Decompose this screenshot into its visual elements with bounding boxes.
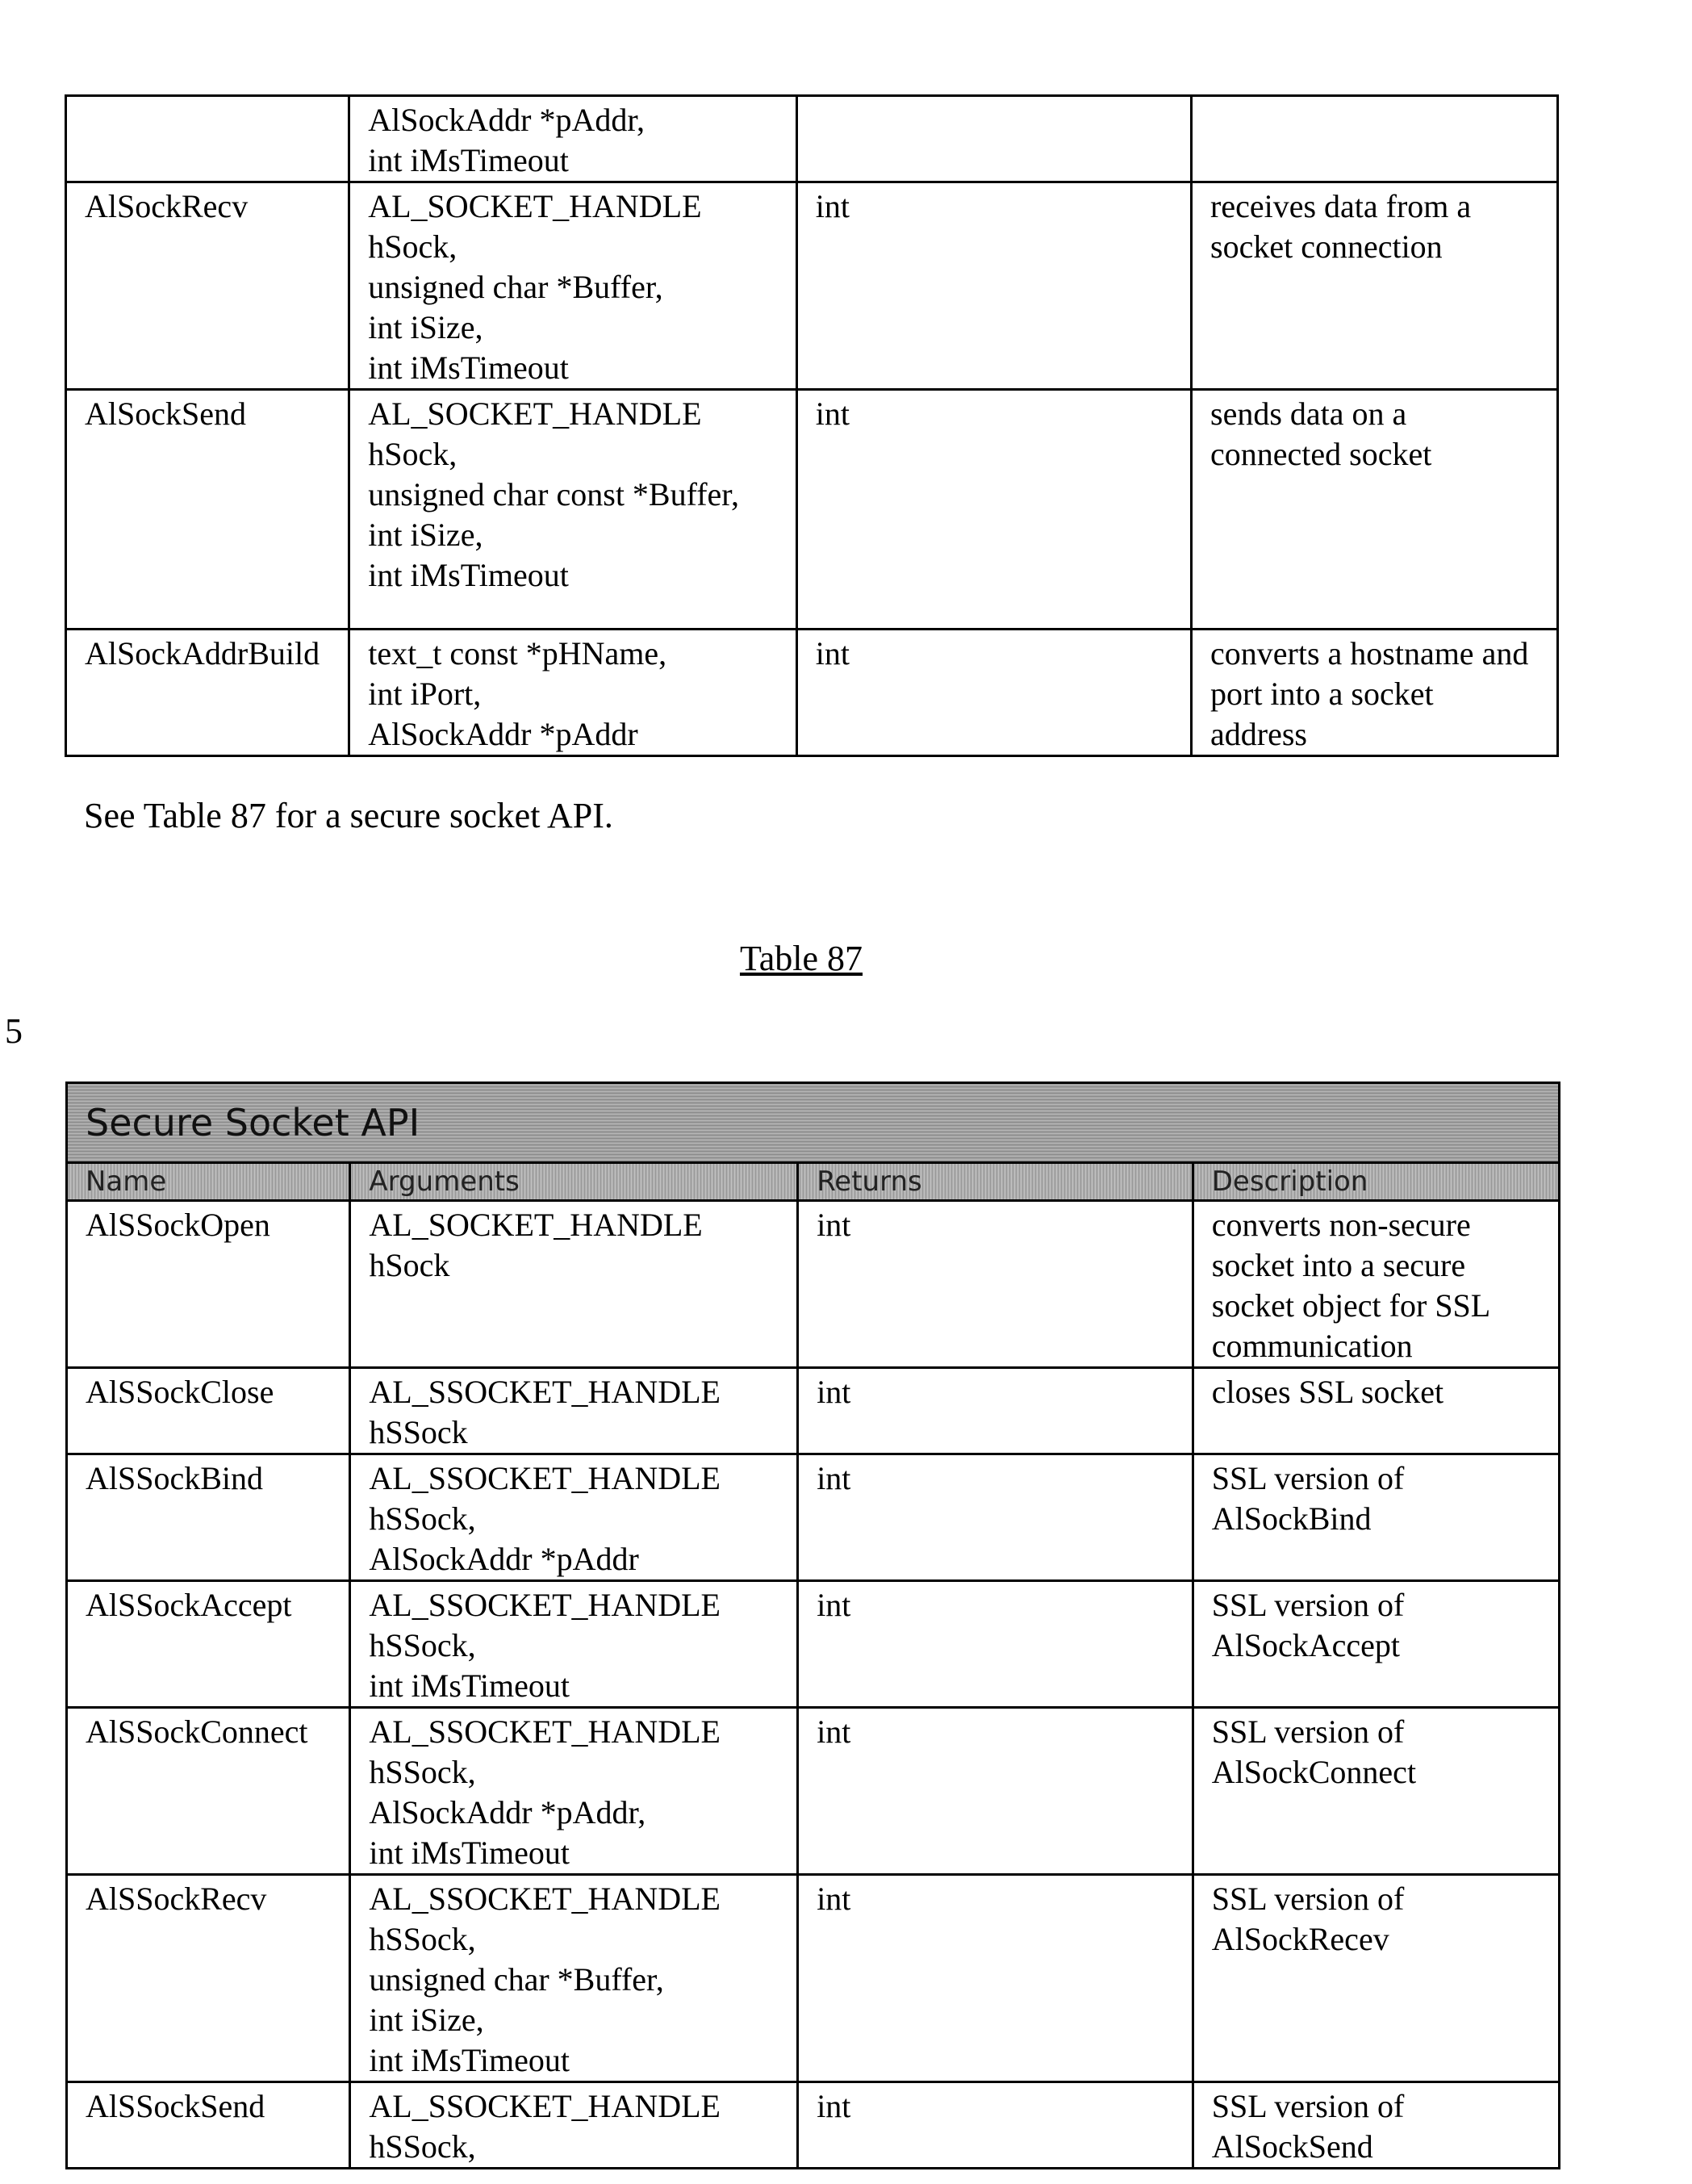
header-arguments: Arguments xyxy=(350,1163,798,1201)
table-row xyxy=(67,1708,1560,1875)
cell-name: AlSSockAccept xyxy=(67,1581,350,1708)
table-row xyxy=(67,1368,1560,1454)
cell-description: closes SSL socket xyxy=(1193,1368,1559,1454)
table-title: Secure Socket API xyxy=(67,1083,1560,1163)
cell-arguments: AL_SOCKET_HANDLE hSock, unsigned char *Buffer, int iSize, int iMsTimeout xyxy=(349,182,796,390)
cell-arguments: AL_SSOCKET_HANDLE hSSock, AlSockAddr *pAddr xyxy=(350,1454,798,1581)
cell-name: AlSSockRecv xyxy=(67,1875,350,2082)
cell-returns: int xyxy=(798,1581,1193,1708)
table-caption: Table 87 xyxy=(0,938,1602,979)
cell-returns: int xyxy=(798,1708,1193,1875)
table-row xyxy=(66,96,1558,182)
cell-returns: int xyxy=(796,630,1191,756)
cell-arguments: AlSockAddr *pAddr, int iMsTimeout xyxy=(349,96,796,182)
cell-arguments: AL_SSOCKET_HANDLE hSSock, unsigned char *Buffer, int iSize, int iMsTimeout xyxy=(350,1875,798,2082)
cell-name: AlSSockClose xyxy=(67,1368,350,1454)
secure-socket-api-table xyxy=(65,1082,1560,2169)
cell-returns: int xyxy=(796,182,1191,390)
cell-description: SSL version of AlSockAccept xyxy=(1193,1581,1559,1708)
header-returns: Returns xyxy=(798,1163,1193,1201)
header-name: Name xyxy=(67,1163,350,1201)
cell-arguments: AL_SOCKET_HANDLE hSock xyxy=(350,1201,798,1368)
table-row xyxy=(67,1581,1560,1708)
cell-name: AlSockAddrBuild xyxy=(66,630,349,756)
cell-name: AlSSockBind xyxy=(67,1454,350,1581)
header-row xyxy=(67,1163,1560,1201)
cell-name xyxy=(66,96,349,182)
table-row xyxy=(66,630,1558,756)
cell-arguments: AL_SSOCKET_HANDLE hSSock, int iMsTimeout xyxy=(350,1581,798,1708)
header-description: Description xyxy=(1193,1163,1559,1201)
note-text: See Table 87 for a secure socket API. xyxy=(84,795,613,836)
cell-name: AlSockSend xyxy=(66,390,349,630)
table-row xyxy=(67,1875,1560,2082)
cell-description: SSL version of AlSockConnect xyxy=(1193,1708,1559,1875)
cell-description: converts a hostname and port into a socket address xyxy=(1192,630,1558,756)
cell-name: AlSockRecv xyxy=(66,182,349,390)
cell-name: AlSSockConnect xyxy=(67,1708,350,1875)
table-row xyxy=(66,390,1558,630)
socket-api-table-continued xyxy=(65,94,1559,757)
cell-name: AlSSockOpen xyxy=(67,1201,350,1368)
table-row xyxy=(67,2082,1560,2169)
cell-returns: int xyxy=(798,1368,1193,1454)
cell-arguments: AL_SOCKET_HANDLE hSock, unsigned char const *Buffer, int iSize, int iMsTimeout xyxy=(349,390,796,630)
cell-arguments: AL_SSOCKET_HANDLE hSSock, AlSockAddr *pAddr, int iMsTimeout xyxy=(350,1708,798,1875)
line-number: 5 xyxy=(5,1010,23,1052)
table-row xyxy=(67,1454,1560,1581)
cell-returns xyxy=(796,96,1191,182)
cell-description: SSL version of AlSockRecev xyxy=(1193,1875,1559,2082)
cell-name: AlSSockSend xyxy=(67,2082,350,2169)
cell-returns: int xyxy=(796,390,1191,630)
cell-description: sends data on a connected socket xyxy=(1192,390,1558,630)
cell-description: SSL version of AlSockBind xyxy=(1193,1454,1559,1581)
cell-returns: int xyxy=(798,2082,1193,2169)
cell-arguments: text_t const *pHName, int iPort, AlSockAddr *pAddr xyxy=(349,630,796,756)
cell-returns: int xyxy=(798,1454,1193,1581)
table-row xyxy=(67,1201,1560,1368)
cell-returns: int xyxy=(798,1201,1193,1368)
cell-description: SSL version of AlSockSend xyxy=(1193,2082,1559,2169)
cell-arguments: AL_SSOCKET_HANDLE hSSock xyxy=(350,1368,798,1454)
table-row xyxy=(66,182,1558,390)
cell-returns: int xyxy=(798,1875,1193,2082)
cell-description xyxy=(1192,96,1558,182)
cell-arguments: AL_SSOCKET_HANDLE hSSock, xyxy=(350,2082,798,2169)
cell-description: receives data from a socket connection xyxy=(1192,182,1558,390)
cell-description: converts non-secure socket into a secure socket object for SSL communication xyxy=(1193,1201,1559,1368)
